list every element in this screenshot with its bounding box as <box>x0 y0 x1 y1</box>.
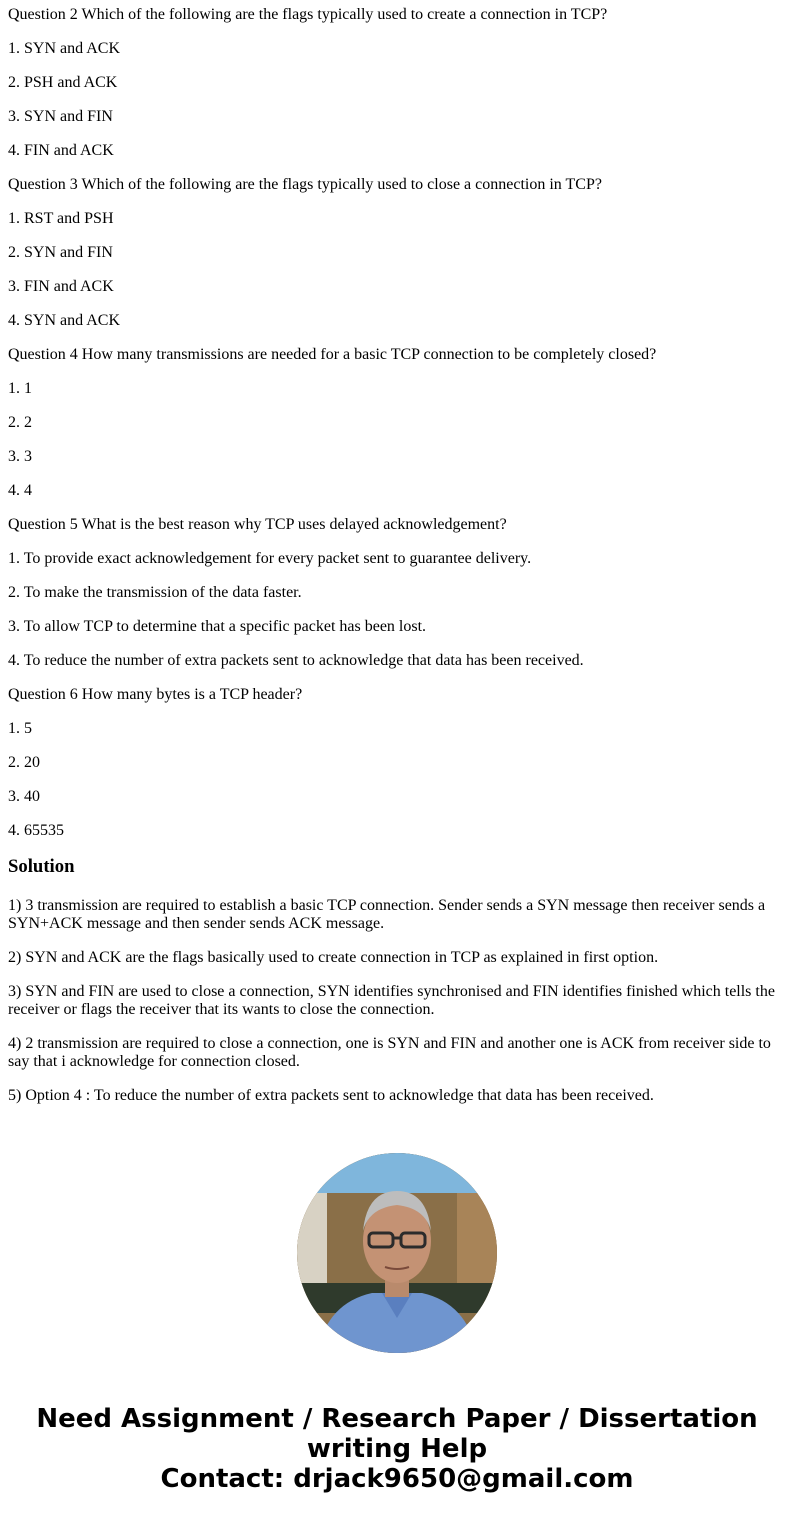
question-text: Question 6 How many bytes is a TCP header? <box>8 686 303 703</box>
option: 3. To allow TCP to determine that a specific packet has been lost. <box>8 618 427 635</box>
option: 1. 5 <box>8 720 32 737</box>
author-photo <box>297 1153 497 1353</box>
person-portrait-icon <box>297 1153 497 1353</box>
option: 1. To provide exact acknowledgement for every packet sent to guarantee delivery. <box>8 550 532 567</box>
question-text: Question 2 Which of the following are the flags typically used to create a connection in TCP? <box>8 6 608 23</box>
option: 2. SYN and FIN <box>8 244 113 261</box>
solution-paragraph: 4) 2 transmission are required to close a connection, one is SYN and FIN and another one is ACK from receiver side to say that i acknowledge for connection closed. <box>8 1035 771 1070</box>
option: 1. 1 <box>8 380 32 397</box>
solution-paragraph: 1) 3 transmission are required to establish a basic TCP connection. Sender sends a SYN message then receiver sends a SYN+ACK message and then sender sends ACK message. <box>8 897 766 932</box>
option: 4. SYN and ACK <box>8 312 121 329</box>
question-text: Question 5 What is the best reason why TCP uses delayed acknowledgement? <box>8 516 507 533</box>
option: 1. RST and PSH <box>8 210 114 227</box>
solution-paragraph: 5) Option 4 : To reduce the number of extra packets sent to acknowledge that data has been received. <box>8 1087 654 1104</box>
option: 4. To reduce the number of extra packets sent to acknowledge that data has been received. <box>8 652 584 669</box>
option: 1. SYN and ACK <box>8 40 121 57</box>
solution-paragraph: 2) SYN and ACK are the flags basically used to create connection in TCP as explained in first option. <box>8 949 659 966</box>
question-text: Question 3 Which of the following are the flags typically used to close a connection in TCP? <box>8 176 602 193</box>
promo-contact: Contact: drjack9650@gmail.com <box>160 1464 634 1494</box>
option: 4. 4 <box>8 482 32 499</box>
option: 2. 2 <box>8 414 32 431</box>
option: 3. 40 <box>8 788 40 805</box>
option: 4. 65535 <box>8 822 64 839</box>
option: 3. 3 <box>8 448 32 465</box>
option: 2. 20 <box>8 754 40 771</box>
questions <box>8 6 786 840</box>
option: 4. FIN and ACK <box>8 142 114 159</box>
question-text: Question 4 How many transmissions are needed for a basic TCP connection to be completely closed? <box>8 346 657 363</box>
promo-line: Need Assignment / Research Paper / Dissertation <box>36 1404 758 1434</box>
option: 3. SYN and FIN <box>8 108 113 125</box>
solution-paragraph: 3) SYN and FIN are used to close a connection, SYN identifies synchronised and FIN identifies finished which tells the receiver or flags the receiver that its wants to close the connection. <box>8 983 775 1018</box>
solution-heading: Solution <box>8 856 75 877</box>
solution <box>8 856 786 1105</box>
option: 2. To make the transmission of the data faster. <box>8 584 302 601</box>
option: 2. PSH and ACK <box>8 74 118 91</box>
promo-line: writing Help <box>306 1434 488 1464</box>
option: 3. FIN and ACK <box>8 278 114 295</box>
promo-banner <box>0 1404 794 1494</box>
